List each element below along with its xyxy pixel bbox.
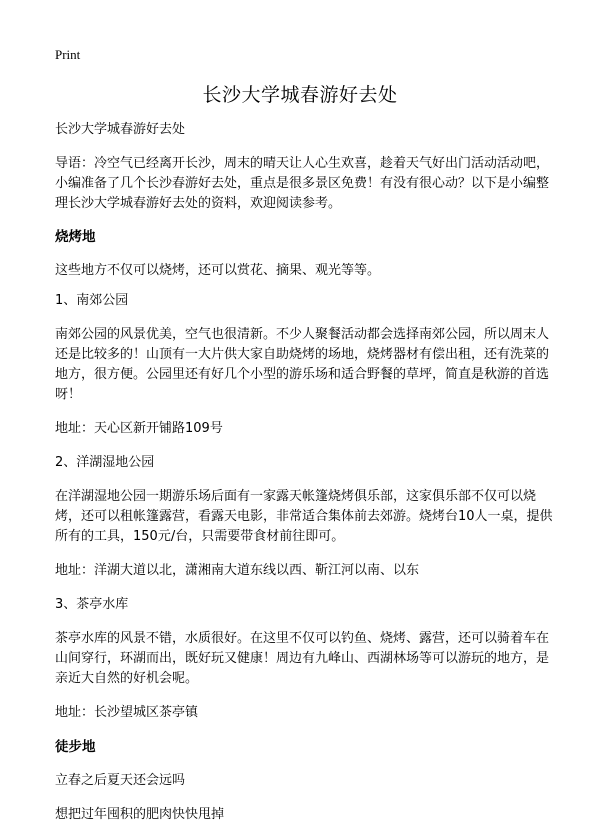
spot-description: 在洋湖湿地公园一期游乐场后面有一家露天帐篷烧烤俱乐部，这家俱乐部不仅可以烧烤，还可以租帐篷露营，看露天电影，非常适合集体前去郊游。烧烤台10人一桌，提供所有的工具，150元/台，只需要带食材前往即可。 [55,489,553,544]
spot-name: 1、南郊公园 [55,293,129,308]
spot-description: 茶亭水库的风景不错，水质很好。在这里不仅可以钓鱼、烧烤、露营，还可以骑着车在山间穿行，环湖而出，既好玩又健康！周边有九峰山、西湖林场等可以游玩的地方，是亲近大自然的好机会呢。 [55,631,550,686]
spot-name: 3、茶亭水库 [55,597,129,612]
spot-description: 南郊公园的风景优美，空气也很清新。不少人聚餐活动都会选择南郊公园，所以周末人还是比较多的！山顶有一大片供大家自助烧烤的场地，烧烤器材有偿出租，还有洗菜的地方，很方便。公园里还有好几个小型的游乐场和适合野餐的草坪，简直是秋游的首选呀！ [55,327,550,402]
article-subtitle: 长沙大学城春游好去处 [55,122,186,137]
intro-paragraph: 导语：冷空气已经离开长沙，周末的晴天让人心生欢喜，趁着天气好出门活动活动吧，小编准备了几个长沙春游好去处，重点是很多景区免费！有没有很心动？以下是小编整理长沙大学城春游好去处的资料，欢迎阅读参考。 [55,156,550,211]
section-heading-bbq: 烧烤地 [55,229,96,245]
section-heading-hiking: 徒步地 [55,739,96,755]
spot-name: 2、洋湖湿地公园 [55,455,155,470]
spot-address: 地址：天心区新开铺路109号 [55,421,223,436]
section-lead: 这些地方不仅可以烧烤，还可以赏花、摘果、观光等等。 [55,263,381,278]
body-line: 想把过年囤积的肥肉快快甩掉 [55,807,225,822]
article-body [55,120,555,839]
body-line: 立春之后夏天还会远吗 [55,773,186,788]
spot-address: 地址：长沙望城区茶亭镇 [55,705,199,720]
page-title: 长沙大学城春游好去处 [202,84,398,106]
spot-address: 地址：洋湖大道以北，潇湘南大道东线以西、靳江河以南、以东 [55,563,420,578]
print-link[interactable]: Print [55,47,81,62]
